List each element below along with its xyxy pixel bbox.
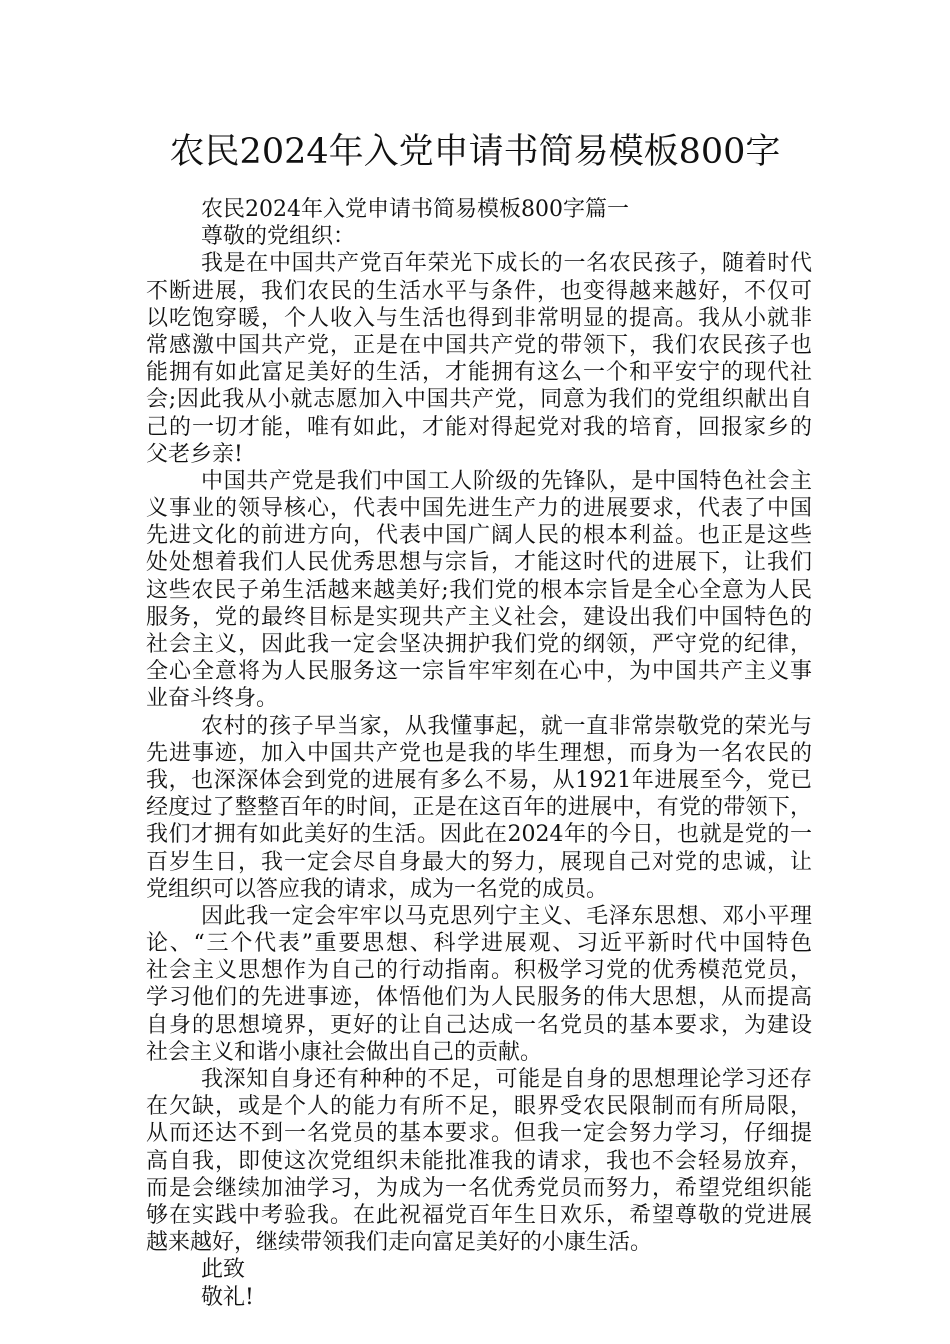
paragraph-5: [146, 1066, 812, 1256]
paragraph-line: 经度过了整整百年的时间，正是在这百年的进展中，有党的带领下，: [146, 795, 812, 821]
paragraph-line: 常感激中国共产党，正是在中国共产党的带领下，我们农民孩子也: [146, 332, 812, 358]
paragraph-line: 越来越好，继续带领我们走向富足美好的小康生活。: [146, 1230, 653, 1256]
paragraph-line: 我们才拥有如此美好的生活。因此在2024年的今日，也就是党的一: [146, 822, 812, 848]
paragraph-line: 高自我，即使这次党组织未能批准我的请求，我也不会轻易放弃，: [146, 1148, 812, 1174]
paragraph-line: 百岁生日，我一定会尽自身最大的努力，展现自己对党的忠诚，让: [146, 849, 812, 875]
paragraph-line: 而是会继续加油学习，为成为一名优秀党员而努力，希望党组织能: [146, 1175, 812, 1201]
document-title: 农民2024年入党申请书简易模板800字: [169, 132, 781, 172]
paragraph-line: 这些农民子弟生活越来越美好;我们党的根本宗旨是全心全意为人民: [146, 577, 812, 603]
paragraph-line: 不断进展，我们农民的生活水平与条件，也变得越来越好，不仅可: [146, 278, 812, 304]
document-subtitle: 农民2024年入党申请书简易模板800字篇一: [201, 197, 629, 222]
paragraph-line: 农村的孩子早当家，从我懂事起，就一直非常崇敬党的荣光与: [201, 713, 812, 739]
paragraph-line: 论、“三个代表”重要思想、科学进展观、习近平新时代中国特色: [146, 931, 812, 957]
paragraph-line: 义事业的领导核心，代表中国先进生产力的进展要求，代表了中国: [146, 496, 812, 522]
paragraph-2: [146, 468, 812, 713]
paragraph-line: 党组织可以答应我的请求，成为一名党的成员。: [146, 876, 609, 902]
paragraph-line: 我，也深深体会到党的进展有多么不易，从1921年进展至今，党已: [146, 767, 812, 793]
paragraph-3: [146, 713, 812, 903]
paragraph-line: 社会主义和谐小康社会做出自己的贡献。: [146, 1039, 543, 1065]
paragraph-line: 从而还达不到一名党员的基本要求。但我一定会努力学习，仔细提: [146, 1121, 812, 1147]
paragraph-line: 全心全意将为人民服务这一宗旨牢牢刻在心中，为中国共产主义事: [146, 659, 812, 685]
paragraph-line: 先进文化的前进方向，代表中国广阔人民的根本利益。也正是这些: [146, 523, 812, 549]
paragraph-line: 学习他们的先进事迹，体悟他们为人民服务的伟大思想，从而提高: [146, 985, 812, 1011]
paragraph-4: [146, 903, 812, 1066]
paragraph-line: 我是在中国共产党百年荣光下成长的一名农民孩子，随着时代: [201, 251, 812, 277]
paragraph-line: 社会主义，因此我一定会坚决拥护我们党的纲领，严守党的纪律，: [146, 632, 812, 657]
document-body: [146, 196, 812, 1311]
closing-line-1: 此致: [201, 1257, 246, 1283]
paragraph-1: [146, 250, 812, 468]
paragraph-line: 处处想着我们人民优秀思想与宗旨，才能这时代的进展下，让我们: [146, 550, 812, 576]
paragraph-line: 因此我一定会牢牢以马克思列宁主义、毛泽东思想、邓小平理: [201, 903, 812, 929]
paragraph-line: 中国共产党是我们中国工人阶级的先锋队，是中国特色社会主: [201, 468, 812, 494]
closing-line-2: 敬礼!: [201, 1284, 254, 1310]
paragraph-line: 服务，党的最终目标是实现共产主义社会，建设出我们中国特色的: [146, 604, 812, 630]
paragraph-line: 己的一切才能，唯有如此，才能对得起党对我的培育，回报家乡的: [146, 414, 812, 440]
paragraph-line: 自身的思想境界，更好的让自己达成一名党员的基本要求，为建设: [146, 1012, 812, 1038]
paragraph-line: 社会主义思想作为自己的行动指南。积极学习党的优秀模范党员，: [146, 958, 812, 984]
salutation: 尊敬的党组织：: [201, 224, 356, 250]
paragraph-line: 我深知自身还有种种的不足，可能是自身的思想理论学习还存: [201, 1067, 812, 1092]
paragraph-line: 先进事迹，加入中国共产党也是我的毕生理想，而身为一名农民的: [146, 740, 812, 766]
paragraph-line: 以吃饱穿暖，个人收入与生活也得到非常明显的提高。我从小就非: [146, 305, 812, 331]
paragraph-line: 会;因此我从小就志愿加入中国共产党，同意为我们的党组织献出自: [146, 387, 812, 413]
paragraph-line: 业奋斗终身。: [146, 686, 279, 712]
paragraph-line: 父老乡亲!: [146, 441, 243, 467]
paragraph-line: 够在实践中考验我。在此祝福党百年生日欢乐，希望尊敬的党进展: [146, 1202, 812, 1228]
paragraph-line: 能拥有如此富足美好的生活，才能拥有这么一个和平安宁的现代社: [146, 360, 812, 386]
paragraph-line: 在欠缺，或是个人的能力有所不足，眼界受农民限制而有所局限，: [146, 1094, 812, 1120]
